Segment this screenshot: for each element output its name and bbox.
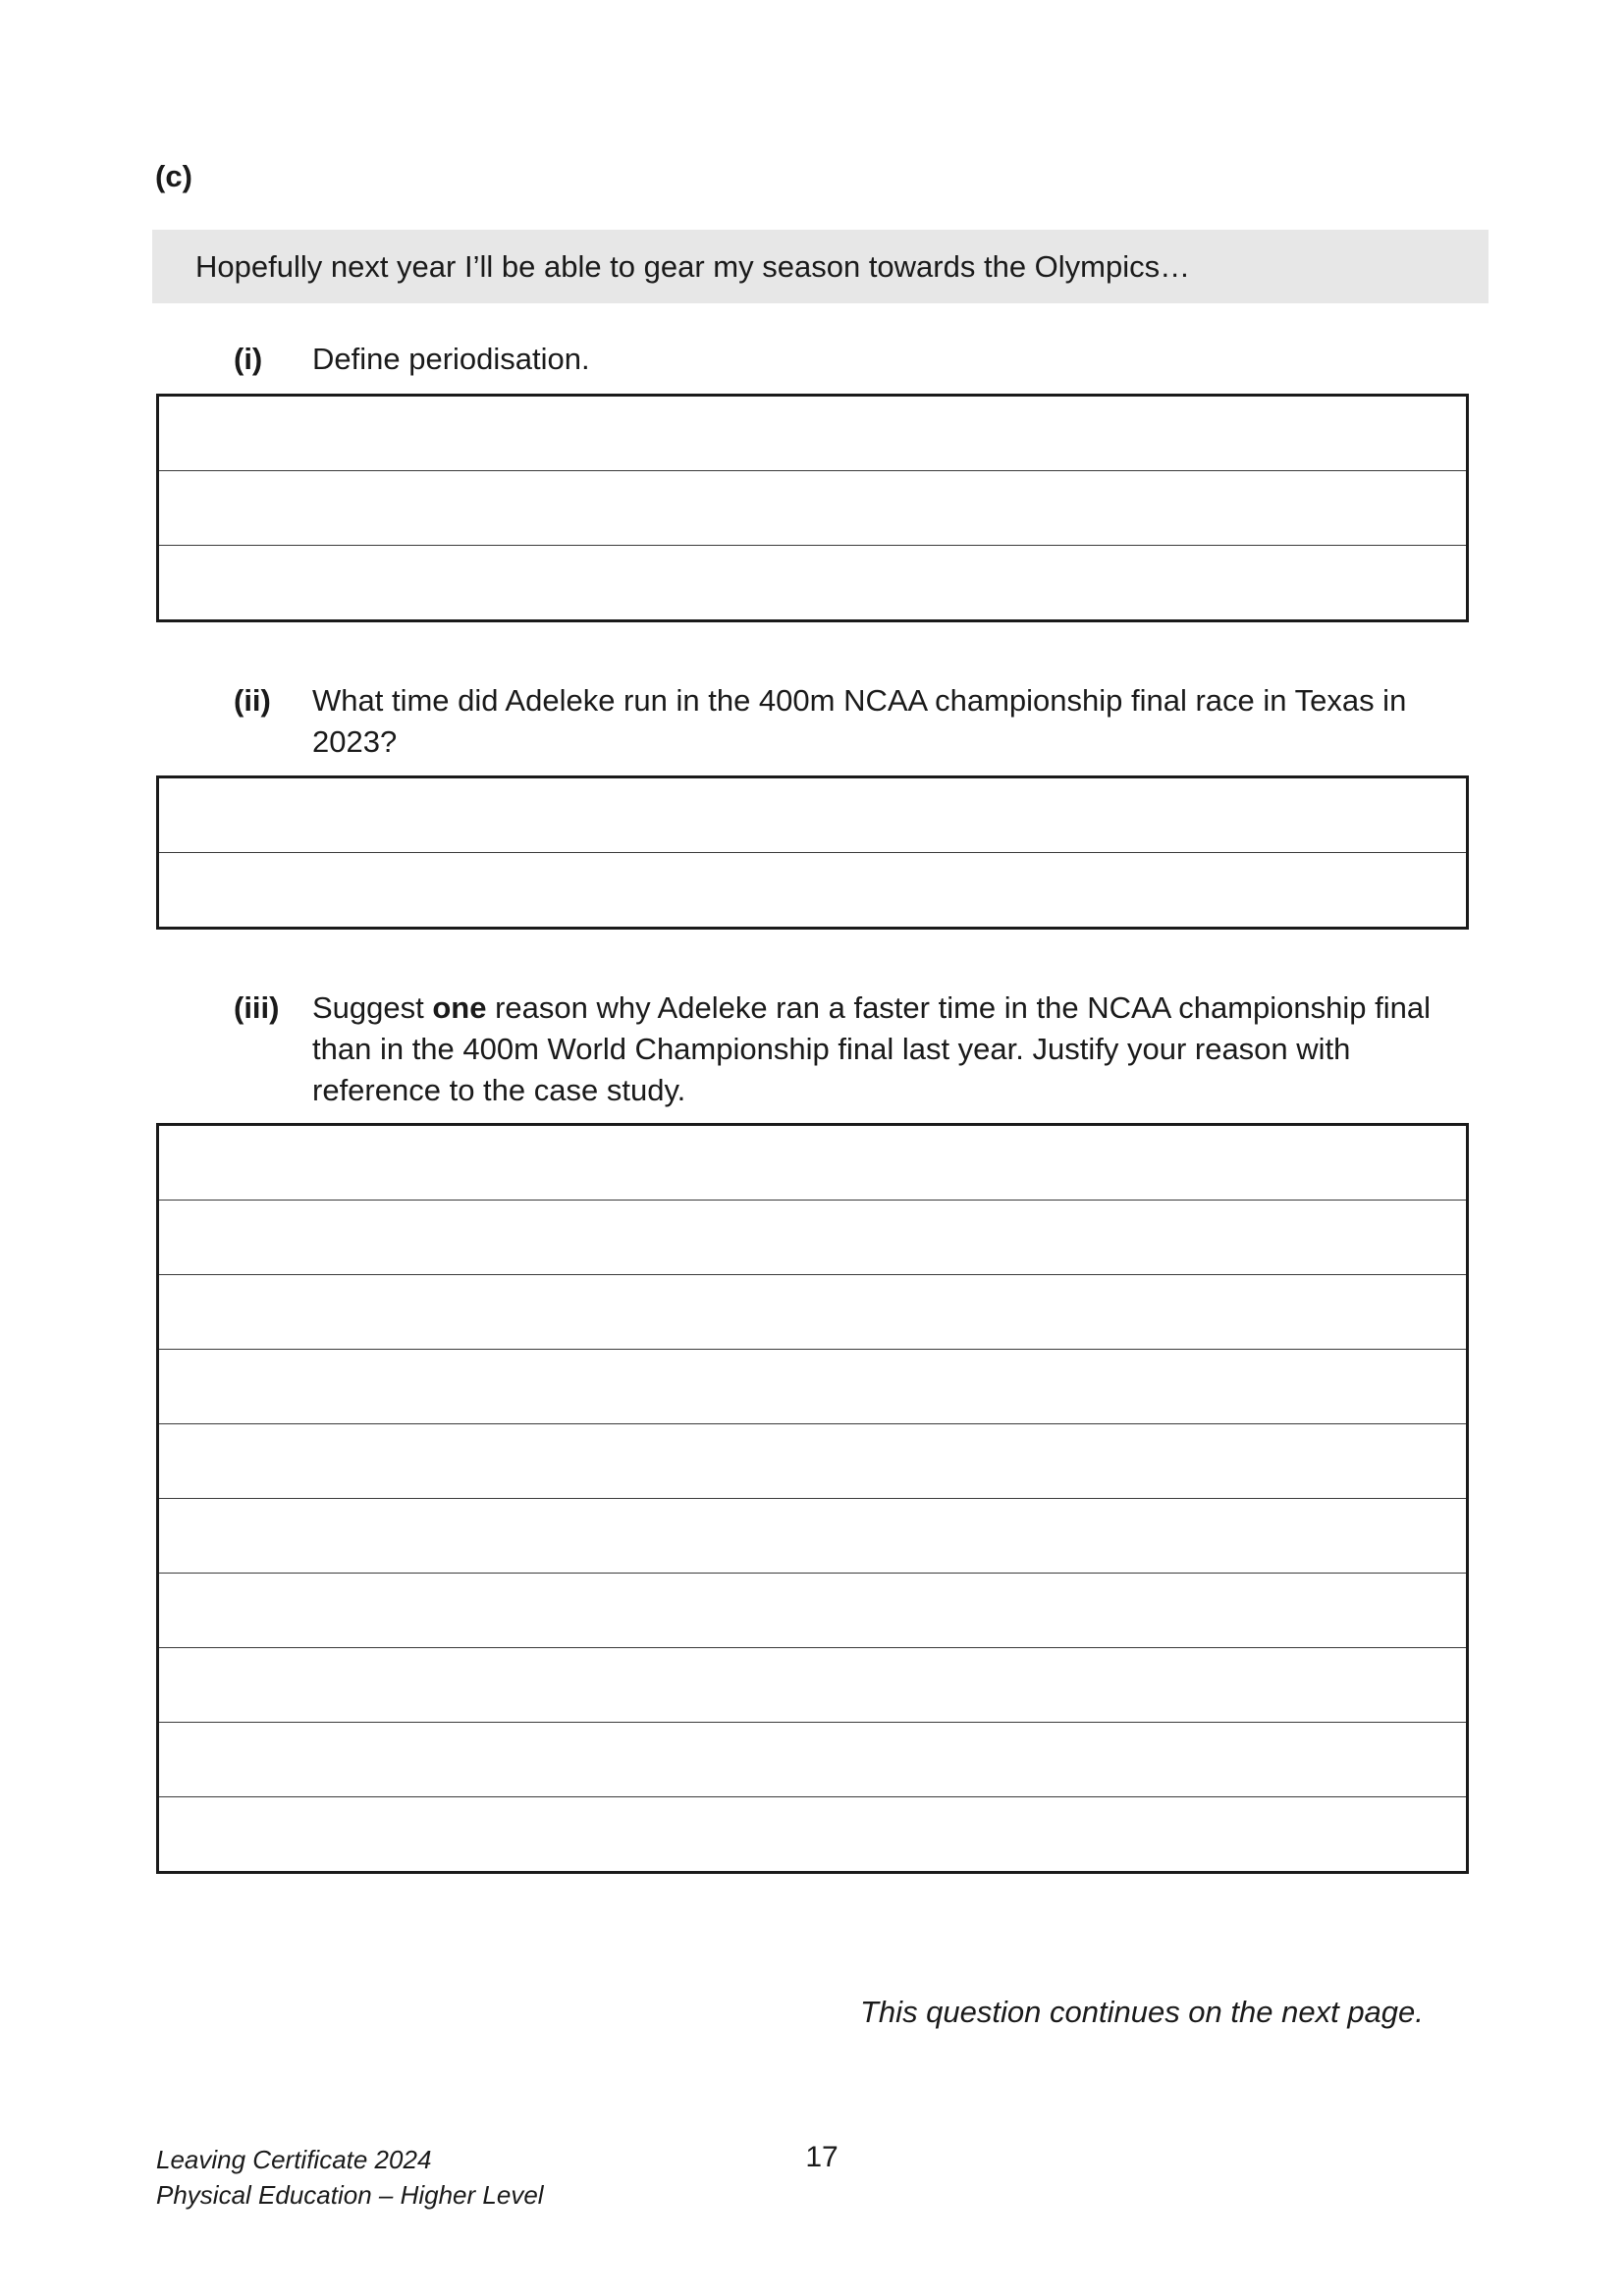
question-ii-text (312, 680, 1461, 763)
answer-line[interactable] (159, 1648, 1466, 1723)
question-iii-number: (iii) (234, 990, 280, 1025)
question-iii-line: than in the 400m World Championship final last year. Justify your reason with (312, 1032, 1351, 1066)
emphasis-one: one (432, 990, 487, 1025)
part-label: (c) (155, 159, 192, 193)
answer-line[interactable] (159, 1424, 1466, 1499)
question-i-number: (i) (234, 342, 263, 376)
footer-exam: Leaving Certificate 2024 (156, 2145, 432, 2174)
answer-line[interactable] (159, 1201, 1466, 1275)
answer-line[interactable] (159, 1126, 1466, 1201)
question-iii-line: reference to the case study. (312, 1073, 686, 1107)
answer-line[interactable] (159, 853, 1466, 927)
answer-line[interactable] (159, 397, 1466, 471)
answer-line[interactable] (159, 1275, 1466, 1350)
answer-line[interactable] (159, 1499, 1466, 1574)
page-number: 17 (805, 2141, 839, 2173)
question-iii-text-start: Suggest (312, 990, 433, 1025)
question-iii-text (312, 988, 1461, 1111)
answer-line[interactable] (159, 546, 1466, 619)
quote-box (152, 230, 1489, 303)
answer-line[interactable] (159, 1350, 1466, 1424)
footer-exam-info (156, 2142, 544, 2213)
question-ii-number: (ii) (234, 683, 271, 718)
answer-box-i[interactable] (156, 394, 1469, 622)
question-ii-line: 2023? (312, 724, 398, 759)
question-i-text: Define periodisation. (312, 342, 590, 376)
answer-line[interactable] (159, 1797, 1466, 1871)
quote-text: Hopefully next year I’ll be able to gear my season towards the Olympics… (195, 249, 1191, 284)
question-iii-line (312, 988, 1461, 1029)
answer-line[interactable] (159, 778, 1466, 853)
continues-note: This question continues on the next page. (860, 1995, 1424, 2029)
question-ii-line: What time did Adeleke run in the 400m NCAA championship final race in Texas in (312, 683, 1407, 718)
question-iii-text-end: reason why Adeleke ran a faster time in the NCAA championship final (486, 990, 1432, 1025)
answer-box-iii[interactable] (156, 1123, 1469, 1874)
answer-line[interactable] (159, 1574, 1466, 1648)
footer-subject: Physical Education – Higher Level (156, 2180, 544, 2210)
answer-box-ii[interactable] (156, 775, 1469, 930)
answer-line[interactable] (159, 1723, 1466, 1797)
answer-line[interactable] (159, 471, 1466, 546)
